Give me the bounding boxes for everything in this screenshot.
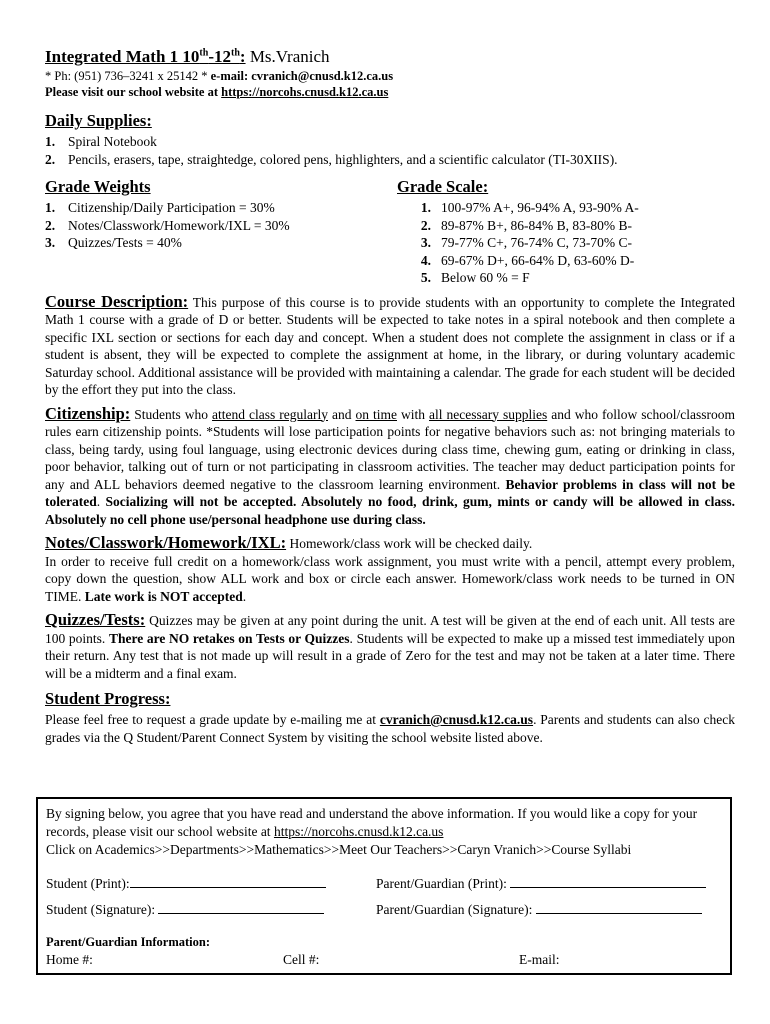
grade-weights-heading: Grade Weights <box>45 177 151 196</box>
cell-phone-label: Cell #: <box>283 952 320 967</box>
page-title: Integrated Math 1 10th-12th: Ms.Vranich <box>45 47 330 66</box>
list-item: 1. Spiral Notebook <box>45 134 157 149</box>
citizenship-section: Citizenship: Students who attend class regularly and on time with all necessary supplies and who follow school/classroom rules earn citizenship points. *Students will lose participation points for negative behaviors such as: not bringing materials to class, being tardy, using foul language, using electronic devices during class time, chewing gum, eating or drinking in class, poor behavior, talking out of turn or not participating in classroom activities. The teacher may deduct participation points for any and ALL behaviors deemed negative to the classroom learning environment. Behavior problems in class will not be tolerated. Socializing will not be accepted. Absolutely no food, drink, gum, mints or candy will be allowed in class. Absolutely no cell phone use/personal headphone use during class. <box>45 403 736 527</box>
teacher-name: Ms.Vranich <box>245 47 330 66</box>
grade-columns <box>45 176 735 287</box>
signature-website-link[interactable]: https://norcohs.cnusd.k12.ca.us <box>273 824 444 839</box>
student-signature-field[interactable] <box>158 901 324 914</box>
print-row: Student (Print): Parent/Guardian (Print): <box>46 875 722 893</box>
parent-info-row <box>46 951 722 969</box>
list-item: 4. 69-67% D+, 66-64% D, 63-60% D- <box>420 252 635 268</box>
notes-heading: Notes/Classwork/Homework/IXL: <box>45 533 287 552</box>
student-progress-section: Student Progress: Please feel free to request a grade update by e-mailing me at cvranich@cnusd.k12.ca.us. Parents and students can also check grades via the Q Student/Parent Connect System by visiting the school website listed above. <box>45 689 735 745</box>
home-phone-label: Home #: <box>46 952 93 967</box>
quizzes-heading: Quizzes/Tests: <box>45 610 146 629</box>
supplies-list <box>45 133 735 168</box>
course-description-heading: Course Description: <box>45 291 189 311</box>
list-item: 2. Pencils, erasers, tape, straightedge, colored pens, highlighters, and a scientific calculator (TI-30XIIS). <box>45 151 618 167</box>
list-item: 5. Below 60 % = F <box>420 270 530 285</box>
website-line: Please visit our school website at https://norcohs.cnusd.k12.ca.us <box>45 85 389 99</box>
citizenship-heading: Citizenship: <box>45 403 131 423</box>
progress-email-link[interactable]: cvranich@cnusd.k12.ca.us <box>379 712 534 727</box>
grade-scale-heading: Grade Scale: <box>397 177 489 196</box>
teacher-email[interactable]: e-mail: cvranich@cnusd.k12.ca.us <box>210 69 394 83</box>
daily-supplies-heading: Daily Supplies: <box>45 111 152 130</box>
signature-box <box>36 797 732 975</box>
grade-scale <box>397 176 735 287</box>
list-item: 3. 79-77% C+, 76-74% C, 73-70% C- <box>420 235 632 250</box>
contact-line: * Ph: (951) 736–3241 x 25142 * e-mail: cvranich@cnusd.k12.ca.us <box>45 69 394 83</box>
list-item: 2. Notes/Classwork/Homework/IXL = 30% <box>45 217 290 233</box>
student-progress-heading: Student Progress: <box>45 689 171 708</box>
syllabus-content <box>45 46 735 746</box>
course-description-section <box>45 293 735 399</box>
parent-info-heading: Parent/Guardian Information: <box>46 935 211 949</box>
course-description-text: This purpose of this course is to provide students with an opportunity to complete the Integrated Math 1 course with a grade of D or better. Students will be expected to take notes in a spiral notebook and then complete a specific IXL section or sections for each day and concept. When a student does not complete the assignment in class or if a student is absent, they will be expected to complete the assignment at home, in the library, or during voluntary academic Saturday school. Additional assistance will be provided with maintaining a calendar. The grade for each student will be decided by the effort they put into the class. <box>45 294 735 397</box>
grade-weights <box>45 176 397 287</box>
agreement-text: By signing below, you agree that you have read and understand the above information. If you would like a copy for your records, please visit our school website at https://norcohs.cnusd.k12.ca.us <box>46 806 698 839</box>
list-item: 1. Citizenship/Daily Participation = 30% <box>45 200 275 215</box>
navigation-instructions: Click on Academics>>Departments>>Mathematics>>Meet Our Teachers>>Caryn Vranich>>Course Syllabi <box>46 842 632 857</box>
student-print-field[interactable] <box>130 875 326 888</box>
quizzes-section: Quizzes/Tests: Quizzes may be given at any point during the unit. A test will be given at the end of each unit. All tests are 100 points. There are NO retakes on Tests or Quizzes. Students will be expected to make up a missed test immediately upon their return. Any test that is not made up will result in a grade of Zero for the test and may not be taken at a later time. There will be a midterm and a final exam. <box>45 610 735 681</box>
parent-print-field[interactable] <box>510 875 706 888</box>
list-item: 3. Quizzes/Tests = 40% <box>45 235 182 250</box>
parent-signature-field[interactable] <box>536 901 702 914</box>
list-item: 2. 89-87% B+, 86-84% B, 83-80% B- <box>420 217 632 233</box>
notes-section: Notes/Classwork/Homework/IXL: Homework/class work will be checked daily. In order to receive full credit on a homework/class work assignment, you must write with a pencil, attempt every problem, copy down the question, show ALL work and box or circle each answer. Homework/class work needs to be turned in ON TIME. Late work is NOT accepted. <box>45 533 735 604</box>
signature-row: Student (Signature): Parent/Guardian (Signature): <box>46 901 722 919</box>
list-item: 1. 100-97% A+, 96-94% A, 93-90% A- <box>420 200 639 215</box>
email-label: E-mail: <box>519 952 560 967</box>
school-website-link[interactable]: https://norcohs.cnusd.k12.ca.us <box>221 85 389 99</box>
